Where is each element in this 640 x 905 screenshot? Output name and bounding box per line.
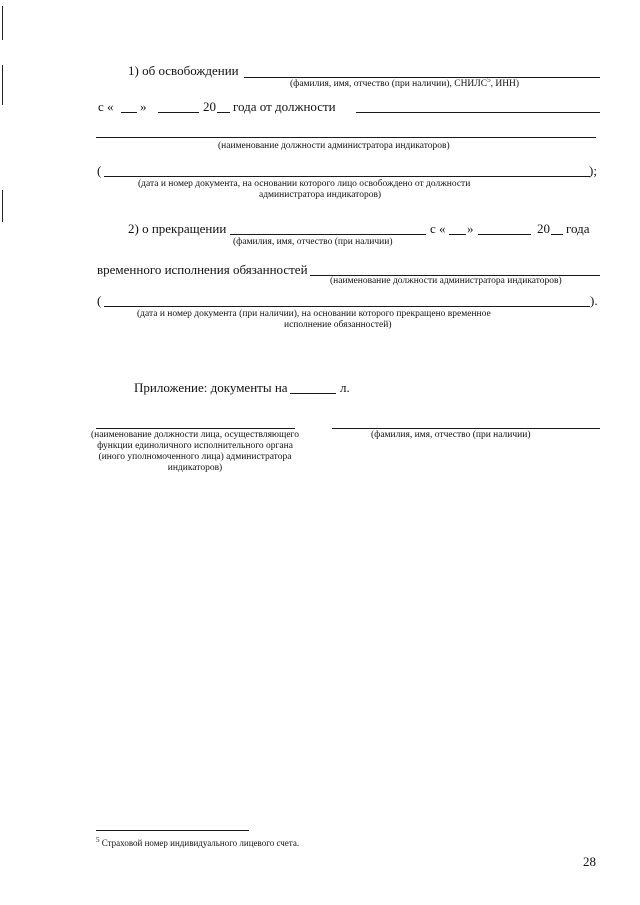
- release-name-caption: (фамилия, имя, отчество (при наличии), СНИЛС$^5$, ИНН): [290, 75, 520, 89]
- termination-month-field[interactable]: [478, 234, 531, 235]
- attachment-label: Приложение: документы на: [134, 380, 288, 395]
- page-number: 28: [583, 854, 596, 869]
- release-open-paren: (: [97, 163, 102, 178]
- termination-open-paren: (: [97, 293, 102, 308]
- termination-date-prefix: с «: [430, 221, 446, 236]
- release-month-field[interactable]: [158, 112, 199, 113]
- signature-position-caption: (наименование должности лица, осуществляющего функции единоличного исполнительного органа (иного уполномоченного лица) администратора индикаторов): [91, 430, 299, 473]
- signature-name-caption: (фамилия, имя, отчество (при наличии): [371, 430, 531, 440]
- release-document-caption-1: (дата и номер документа, на основании которого лицо освобождено от должности: [138, 179, 471, 189]
- release-close-semicolon: );: [589, 163, 597, 178]
- termination-document-caption-1: (дата и номер документа (при наличии), на основании которого прекращено временное: [137, 309, 491, 319]
- termination-year-word: года: [566, 221, 590, 236]
- signature-name-field[interactable]: [332, 428, 600, 429]
- termination-position-caption: (наименование должности администратора индикаторов): [330, 276, 562, 286]
- termination-label: 2) о прекращении: [128, 221, 227, 236]
- termination-year-prefix: 20: [537, 221, 550, 236]
- footnote-separator: [96, 830, 249, 831]
- footnote: $^5$ Страховой номер индивидуального лицевого счета.: [96, 836, 300, 848]
- termination-day-field[interactable]: [449, 234, 466, 235]
- release-label: 1) об освобождении: [128, 63, 239, 78]
- signature-position-field[interactable]: [96, 428, 295, 429]
- margin-mark: [2, 6, 3, 40]
- release-position-field[interactable]: [96, 137, 596, 138]
- release-position-caption: (наименование должности администратора индикаторов): [218, 141, 450, 151]
- margin-mark: [2, 65, 3, 105]
- release-quote-close: »: [140, 99, 147, 114]
- attachment-suffix: л.: [340, 380, 350, 395]
- release-date-prefix: с «: [98, 99, 114, 114]
- release-day-field[interactable]: [121, 112, 137, 113]
- attachment-pages-field[interactable]: [290, 393, 336, 394]
- release-document-field[interactable]: [104, 176, 590, 177]
- termination-duties-label: временного исполнения обязанностей: [97, 262, 308, 277]
- termination-quote-close: »: [467, 221, 474, 236]
- release-year-prefix: 20: [203, 99, 216, 114]
- margin-mark: [2, 190, 3, 222]
- release-date-suffix: года от должности: [233, 99, 336, 114]
- termination-year-field[interactable]: [551, 234, 563, 235]
- termination-document-caption-2: исполнение обязанностей): [284, 320, 392, 330]
- termination-name-caption: (фамилия, имя, отчество (при наличии): [233, 237, 393, 247]
- release-position-field-top[interactable]: [356, 112, 600, 113]
- release-year-field[interactable]: [217, 112, 230, 113]
- release-document-caption-2: администратора индикаторов): [259, 190, 382, 200]
- termination-document-field[interactable]: [104, 306, 590, 307]
- termination-name-field[interactable]: [230, 234, 426, 235]
- release-name-field[interactable]: [244, 77, 600, 78]
- termination-close-period: ).: [590, 293, 598, 308]
